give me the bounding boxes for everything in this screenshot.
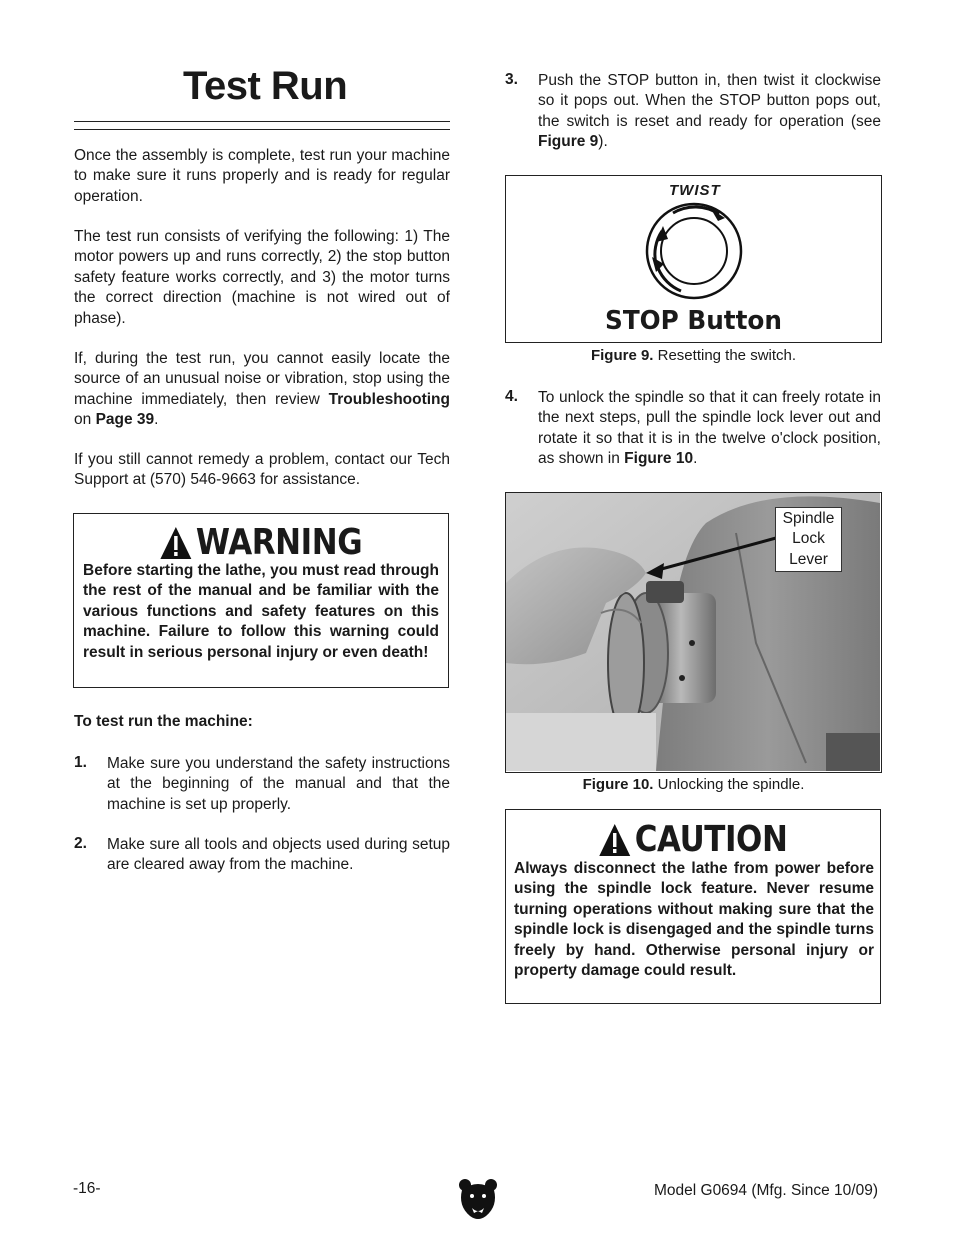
- page-ref: Page 39: [95, 411, 155, 429]
- support-paragraph: If you still cannot remedy a problem, contact our Tech Support at (570) 546-9663 for assistance.: [74, 451, 450, 489]
- caution-box: [505, 809, 881, 1004]
- page-number: -16-: [73, 1180, 101, 1197]
- caution-label: CAUTION: [634, 819, 788, 860]
- warning-triangle-icon: [160, 525, 193, 561]
- stop-button-label: STOP Button: [605, 306, 782, 336]
- step-4-text: To unlock the spindle so that it can freely rotate in the next steps, pull the spindle lock lever out and rotate it so that it is in the twelve o'clock position, as shown in Figure 10.: [538, 389, 881, 468]
- step-3-text: Push the STOP button in, then twist it clockwise so it pops out. When the STOP button pops out, the switch is reset and ready for operation (see Figure 9).: [538, 72, 881, 151]
- figure-9-ref: Figure 9: [538, 133, 599, 151]
- title-rule-top: [74, 121, 450, 122]
- step-4: [505, 388, 881, 470]
- figure-9-caption: Figure 9. Resetting the switch.: [590, 347, 797, 364]
- twist-label: TWIST: [669, 182, 721, 199]
- figure-9-box: [505, 175, 882, 343]
- intro-paragraph-2: The test run consists of verifying the following: 1) The motor powers up and runs correctly, 2) the stop button safety feature works correctly, and 3) the motor turns the correct direction (machine is not wired out of phase).: [74, 228, 450, 327]
- step-2: [74, 835, 450, 876]
- figure-10-ref: Figure 10: [624, 450, 694, 468]
- troubleshoot-paragraph: If, during the test run, you cannot easily locate the source of an unusual noise or vibration, stop using the machine immediately, then review Troubleshooting on Page 39.: [74, 350, 450, 429]
- caution-triangle-icon: [599, 822, 632, 858]
- intro-paragraph-1: Once the assembly is complete, test run your machine to make sure it runs properly and is ready for regular operation.: [74, 147, 450, 205]
- warning-text: Before starting the lathe, you must read through the rest of the manual and be familiar with the various functions and safety features on this machine. Failure to follow this warning could result in serious personal injury or even death!: [83, 562, 439, 661]
- figure-10-caption: Figure 10. Unlocking the spindle.: [582, 776, 805, 793]
- warning-label: WARNING: [195, 522, 363, 563]
- caution-banner: [532, 819, 854, 860]
- procedure-heading: To test run the machine:: [74, 713, 253, 730]
- spindle-lock-lever-callout: Spindle Lock Lever: [775, 507, 842, 572]
- step-1: [74, 754, 450, 815]
- step-3-number: 3.: [505, 71, 518, 88]
- caution-text: Always disconnect the lathe from power before using the spindle lock feature. Never resume turning operations without making sure that the spindle lock is disengaged and the spindle turns freely by hand. Otherwise personal injury or property damage could result.: [514, 860, 874, 980]
- step-3: [505, 71, 881, 153]
- warning-banner: [100, 522, 422, 563]
- step-4-number: 4.: [505, 388, 518, 405]
- figure-10-box: [505, 492, 882, 773]
- step-2-text: Make sure all tools and objects used during setup are cleared away from the machine.: [107, 836, 450, 874]
- model-footer: Model G0694 (Mfg. Since 10/09): [653, 1182, 878, 1199]
- step-2-number: 2.: [74, 835, 87, 852]
- step-1-number: 1.: [74, 754, 87, 771]
- page-title: Test Run: [183, 64, 348, 108]
- warning-box: [73, 513, 449, 688]
- step-1-text: Make sure you understand the safety instructions at the beginning of the manual and that the machine is set up properly.: [107, 755, 450, 813]
- title-rule-bottom: [74, 129, 450, 130]
- troubleshooting-ref: Troubleshooting: [328, 390, 450, 408]
- bear-logo-icon: [458, 1178, 498, 1222]
